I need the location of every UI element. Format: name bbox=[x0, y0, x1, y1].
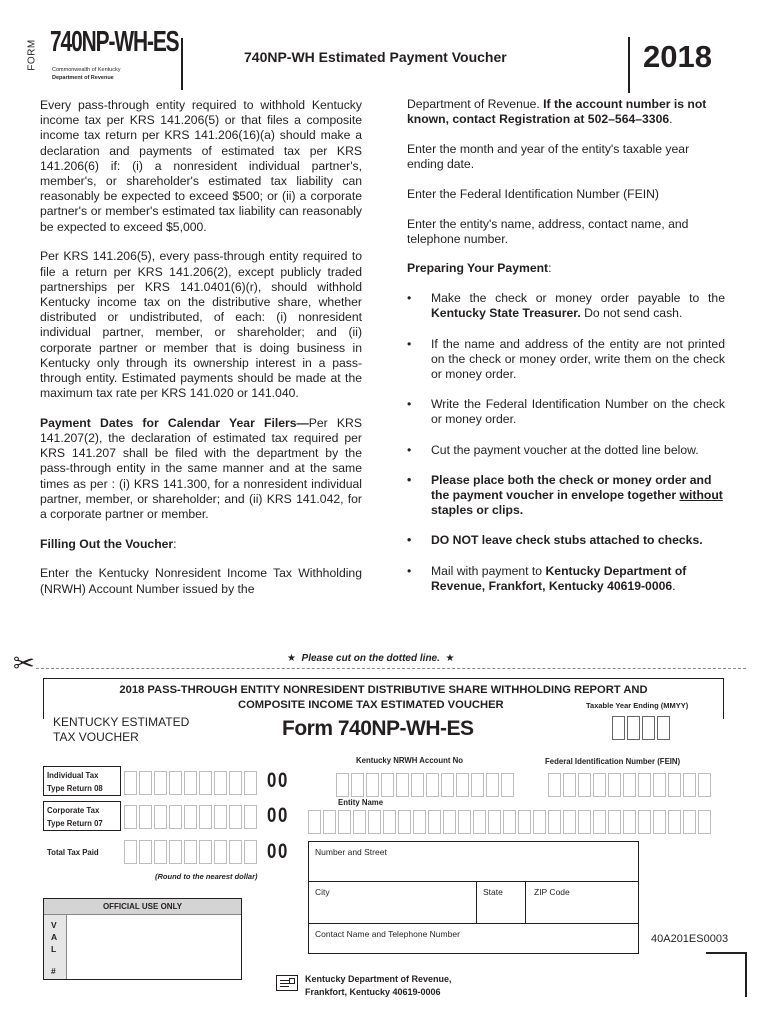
digit-cell[interactable] bbox=[351, 773, 364, 797]
digit-cell[interactable] bbox=[214, 771, 227, 795]
digit-cell[interactable] bbox=[169, 805, 182, 829]
digit-cell[interactable] bbox=[411, 773, 424, 797]
digit-cell[interactable] bbox=[214, 840, 227, 864]
page-title: 740NP-WH Estimated Payment Voucher bbox=[244, 49, 507, 65]
digit-cell[interactable] bbox=[627, 716, 640, 740]
voucher-title: 2018 PASS-THROUGH ENTITY NONRESIDENT DISTRIBUTIVE SHARE WITHHOLDING REPORT AND bbox=[119, 684, 648, 696]
bullet-item: • DO NOT leave check stubs attached to checks. bbox=[407, 533, 703, 548]
taxable-year-input[interactable] bbox=[612, 716, 672, 740]
char-cell[interactable] bbox=[623, 810, 636, 834]
digit-cell[interactable] bbox=[124, 771, 137, 795]
digit-cell[interactable] bbox=[638, 773, 651, 797]
digit-cell[interactable] bbox=[471, 773, 484, 797]
tax-year: 2018 bbox=[643, 39, 712, 74]
voucher-subtitle: COMPOSITE INCOME TAX ESTIMATED VOUCHER bbox=[238, 699, 504, 711]
fein-label: Federal Identification Number (FEIN) bbox=[545, 757, 681, 766]
digit-cell[interactable] bbox=[244, 805, 257, 829]
digit-cell[interactable] bbox=[199, 771, 212, 795]
char-cell[interactable] bbox=[458, 810, 471, 834]
val-letter: # bbox=[51, 966, 56, 976]
digit-cell[interactable] bbox=[593, 773, 606, 797]
filling-heading: Filling Out the Voucher: bbox=[40, 536, 177, 551]
char-cell[interactable] bbox=[503, 810, 516, 834]
bullet-item: • Write the Federal Identification Number on the check or money order. bbox=[407, 397, 725, 427]
bullet-item: • Cut the payment voucher at the dotted line below. bbox=[407, 442, 699, 457]
contact-field[interactable]: Contact Name and Telephone Number bbox=[315, 929, 460, 939]
instruction-paragraph: Enter the Kentucky Nonresident Income Tax Withholding (NRWH) Account Number issued by the bbox=[40, 566, 362, 596]
form-label-vertical: FORM bbox=[26, 39, 38, 71]
instruction-paragraph: Enter the entity's name, address, contact name, and telephone number. bbox=[407, 216, 689, 246]
corner-mark bbox=[745, 952, 747, 997]
agency-department: Department of Revenue bbox=[52, 75, 114, 81]
digit-cell[interactable] bbox=[426, 773, 439, 797]
individual-tax-amount-input[interactable] bbox=[124, 771, 259, 795]
street-field[interactable]: Number and Street bbox=[315, 847, 387, 857]
year-divider bbox=[628, 37, 630, 93]
bullet-item: • If the name and address of the entity are not printed on the check or money order, write them on the check or money order. bbox=[407, 336, 725, 381]
char-cell[interactable] bbox=[548, 810, 561, 834]
corporate-cents: 00 bbox=[267, 804, 289, 827]
total-cents: 00 bbox=[267, 840, 289, 863]
corporate-tax-label: Corporate Tax Type Return 07 bbox=[43, 801, 121, 831]
rounding-note: (Round to the nearest dollar) bbox=[155, 872, 258, 881]
city-field[interactable]: City bbox=[315, 887, 330, 897]
digit-cell[interactable] bbox=[139, 840, 152, 864]
address-divider bbox=[308, 881, 639, 882]
digit-cell[interactable] bbox=[653, 773, 666, 797]
total-tax-label: Total Tax Paid bbox=[47, 848, 99, 857]
digit-cell[interactable] bbox=[154, 840, 167, 864]
cut-instruction: ★ Please cut on the dotted line. ★ bbox=[287, 653, 455, 664]
individual-tax-label: Individual Tax Type Return 08 bbox=[43, 766, 121, 796]
digit-cell[interactable] bbox=[608, 773, 621, 797]
digit-cell[interactable] bbox=[642, 716, 655, 740]
instruction-paragraph: Enter the Federal Identification Number (FEIN) bbox=[407, 186, 659, 201]
cut-dotted-line bbox=[36, 668, 746, 669]
scissors-icon: ✂ bbox=[13, 648, 35, 678]
digit-cell[interactable] bbox=[229, 805, 242, 829]
char-cell[interactable] bbox=[353, 810, 366, 834]
digit-cell[interactable] bbox=[169, 771, 182, 795]
char-cell[interactable] bbox=[698, 810, 711, 834]
char-cell[interactable] bbox=[473, 810, 486, 834]
digit-cell[interactable] bbox=[169, 840, 182, 864]
agency-name: Commonwealth of Kentucky bbox=[52, 67, 121, 73]
char-cell[interactable] bbox=[638, 810, 651, 834]
char-cell[interactable] bbox=[668, 810, 681, 834]
corner-mark bbox=[706, 952, 747, 954]
digit-cell[interactable] bbox=[124, 805, 137, 829]
official-use-header: OFFICIAL USE ONLY bbox=[44, 899, 241, 915]
instruction-paragraph: Enter the month and year of the entity's taxable year ending date. bbox=[407, 141, 690, 172]
char-cell[interactable] bbox=[428, 810, 441, 834]
fein-input[interactable] bbox=[548, 773, 713, 797]
digit-cell[interactable] bbox=[229, 771, 242, 795]
instruction-paragraph: Every pass-through entity required to withhold Kentucky income tax per KRS 141.206(5) or that files a composite income tax return per KRS 141.206(16)(a) should make a declaration and payments of estimated tax per KRS 141.206(6) if: (i) a nonresident individual partner's, member's, or shareholder's estimated tax liability can reasonably be expected to exceed $500; or (ii) a corporate partner's or member's estimated tax liability can reasonably be expected to exceed $5,000. bbox=[40, 98, 362, 234]
char-cell[interactable] bbox=[413, 810, 426, 834]
header-divider bbox=[181, 38, 183, 90]
digit-cell[interactable] bbox=[441, 773, 454, 797]
bullet-item: • Make the check or money order payable to the Kentucky State Treasurer. Do not send cash. bbox=[407, 291, 725, 321]
char-cell[interactable] bbox=[308, 810, 321, 834]
digit-cell[interactable] bbox=[139, 805, 152, 829]
digit-cell[interactable] bbox=[184, 771, 197, 795]
digit-cell[interactable] bbox=[366, 773, 379, 797]
digit-cell[interactable] bbox=[563, 773, 576, 797]
digit-cell[interactable] bbox=[199, 840, 212, 864]
char-cell[interactable] bbox=[653, 810, 666, 834]
digit-cell[interactable] bbox=[244, 840, 257, 864]
document-code: 40A201ES0003 bbox=[651, 933, 729, 945]
digit-cell[interactable] bbox=[623, 773, 636, 797]
corporate-tax-amount-input[interactable] bbox=[124, 805, 259, 829]
mailing-address: Kentucky Department of Revenue, Frankfort, Kentucky 40619-0006 bbox=[305, 974, 452, 997]
digit-cell[interactable] bbox=[184, 805, 197, 829]
digit-cell[interactable] bbox=[612, 716, 625, 740]
char-cell[interactable] bbox=[578, 810, 591, 834]
instruction-paragraph: Department of Revenue. If the account number is not known, contact Registration at 502–564–3306. bbox=[407, 97, 707, 127]
address-divider bbox=[525, 881, 526, 923]
digit-cell[interactable] bbox=[154, 771, 167, 795]
digit-cell[interactable] bbox=[578, 773, 591, 797]
digit-cell[interactable] bbox=[668, 773, 681, 797]
digit-cell[interactable] bbox=[229, 840, 242, 864]
payment-dates-heading: Payment Dates for Calendar Year Filers— bbox=[40, 415, 309, 430]
nrwh-account-input[interactable] bbox=[336, 773, 516, 797]
char-cell[interactable] bbox=[398, 810, 411, 834]
instruction-paragraph: Per KRS 141.206(5), every pass-through entity required to file a return per KRS 141.206(2), except publicly traded partnerships per KRS 141.0401(6)(r), should withhold Kentucky income tax on the distributive share, whether distributed or undistributed, of each: (i) nonresident individual partner, member, or shareholder; and (ii) corporate partner or member that is doing business in Kentucky only through its ownership interest in a pass-through entity. Estimated payments should be made at the maximum tax rate per KRS 141.020 or 141.040. bbox=[40, 249, 362, 401]
char-cell[interactable] bbox=[488, 810, 501, 834]
char-cell[interactable] bbox=[683, 810, 696, 834]
address-divider bbox=[308, 923, 639, 924]
char-cell[interactable] bbox=[593, 810, 606, 834]
digit-cell[interactable] bbox=[381, 773, 394, 797]
char-cell[interactable] bbox=[443, 810, 456, 834]
bullet-item: • Please place both the check or money order and the payment voucher in envelope together without staples or clips. bbox=[407, 472, 723, 518]
instruction-paragraph: Payment Dates for Calendar Year Filers—Per KRS 141.207(2), the declaration of estimated tax required per KRS 141.207 shall be filed with the department by the pass-through entity in the same manner and at the same times as per : (i) KRS 141.300, for a nonresident individual partner, member, or shareholder; and (ii) KRS 141.042, for a corporate partner or member. bbox=[40, 415, 362, 522]
digit-cell[interactable] bbox=[698, 773, 711, 797]
digit-cell[interactable] bbox=[244, 771, 257, 795]
star-icon: ★ bbox=[445, 653, 455, 664]
digit-cell[interactable] bbox=[184, 840, 197, 864]
digit-cell[interactable] bbox=[124, 840, 137, 864]
digit-cell[interactable] bbox=[199, 805, 212, 829]
char-cell[interactable] bbox=[518, 810, 531, 834]
voucher-form-title: Form 740NP-WH-ES bbox=[282, 717, 474, 740]
char-cell[interactable] bbox=[533, 810, 546, 834]
char-cell[interactable] bbox=[563, 810, 576, 834]
digit-cell[interactable] bbox=[456, 773, 469, 797]
digit-cell[interactable] bbox=[486, 773, 499, 797]
digit-cell[interactable] bbox=[657, 716, 670, 740]
voucher-type-label: KENTUCKY ESTIMATED TAX VOUCHER bbox=[53, 715, 190, 744]
taxable-year-label: Taxable Year Ending (MMYY) bbox=[586, 701, 689, 710]
digit-cell[interactable] bbox=[501, 773, 514, 797]
digit-cell[interactable] bbox=[396, 773, 409, 797]
nrwh-label: Kentucky NRWH Account No bbox=[356, 756, 463, 765]
entity-name-input[interactable] bbox=[308, 810, 713, 834]
val-letter: L bbox=[51, 944, 57, 954]
char-cell[interactable] bbox=[383, 810, 396, 834]
state-field[interactable]: State bbox=[483, 887, 503, 897]
address-divider bbox=[476, 881, 477, 923]
digit-cell[interactable] bbox=[336, 773, 349, 797]
entity-name-label: Entity Name bbox=[338, 798, 384, 807]
digit-cell[interactable] bbox=[548, 773, 561, 797]
zip-field[interactable]: ZIP Code bbox=[534, 887, 570, 897]
instructions-left-column bbox=[40, 98, 362, 611]
preparing-heading: Preparing Your Payment: bbox=[407, 261, 552, 276]
digit-cell[interactable] bbox=[154, 805, 167, 829]
digit-cell[interactable] bbox=[683, 773, 696, 797]
total-tax-amount-input[interactable] bbox=[124, 840, 259, 864]
char-cell[interactable] bbox=[338, 810, 351, 834]
envelope-icon bbox=[276, 975, 298, 991]
bullet-item: • Mail with payment to Kentucky Department of Revenue, Frankfort, Kentucky 40619-0006. bbox=[407, 563, 687, 593]
instructions-right-column bbox=[407, 97, 725, 609]
char-cell[interactable] bbox=[368, 810, 381, 834]
star-icon: ★ bbox=[287, 653, 296, 664]
char-cell[interactable] bbox=[608, 810, 621, 834]
char-cell[interactable] bbox=[323, 810, 336, 834]
val-letter: A bbox=[51, 932, 58, 942]
digit-cell[interactable] bbox=[214, 805, 227, 829]
digit-cell[interactable] bbox=[139, 771, 152, 795]
form-number: 740NP-WH-ES bbox=[50, 26, 179, 58]
val-letter: V bbox=[51, 920, 57, 930]
individual-cents: 00 bbox=[267, 769, 289, 792]
